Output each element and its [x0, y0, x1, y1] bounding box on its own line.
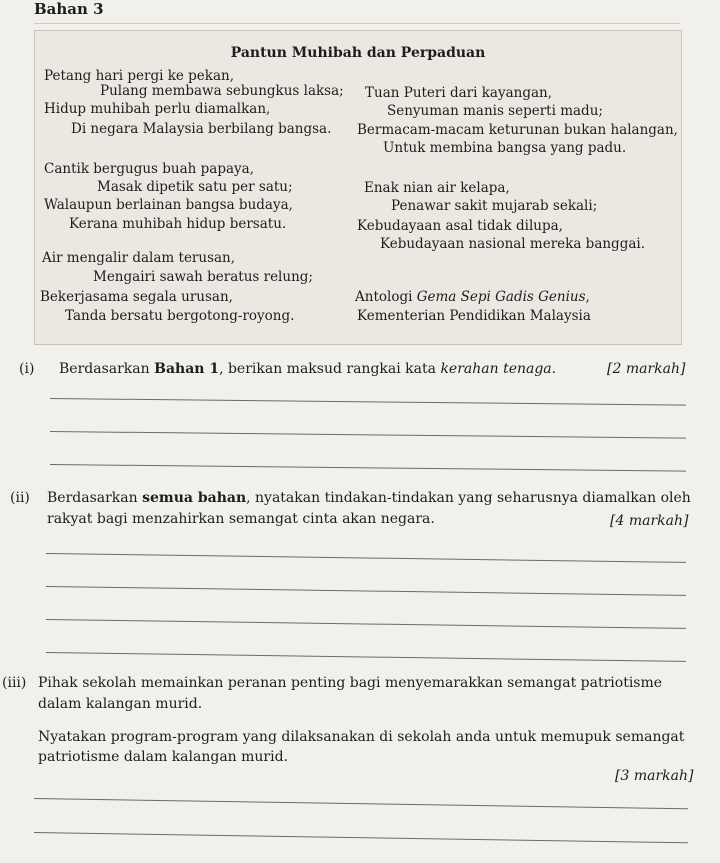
- poem-line: Masak dipetik satu per satu;: [97, 179, 293, 195]
- question-text-part: , berikan maksud rangkai kata: [219, 361, 441, 377]
- poem-line: Bermacam-macam keturunan bukan halangan,: [357, 122, 678, 138]
- poem-line: Kebudayaan nasional mereka banggai.: [380, 236, 645, 252]
- poem-line: Tanda bersatu bergotong-royong.: [65, 308, 295, 324]
- poem-line: Kebudayaan asal tidak dilupa,: [357, 218, 563, 234]
- poem-title: Pantun Muhibah dan Perpaduan: [230, 45, 486, 61]
- source-title: Gema Sepi Gadis Genius: [416, 289, 586, 305]
- poem-line: Air mengalir dalam terusan,: [42, 250, 236, 266]
- answer-line[interactable]: [46, 652, 686, 662]
- question-text-bold: semua bahan: [142, 490, 247, 506]
- marks-label: [2 markah]: [607, 361, 686, 377]
- poem-line: Walaupun berlainan bangsa budaya,: [44, 197, 293, 213]
- answer-line[interactable]: [34, 832, 688, 843]
- marks-label: [3 markah]: [615, 768, 694, 784]
- question-text: Pihak sekolah memainkan peranan penting bagi menyemarakkan semangat patriotisme: [38, 675, 663, 691]
- question-text: rakyat bagi menzahirkan semangat cinta akan negara.: [47, 511, 435, 527]
- source-prefix: Antologi: [355, 289, 417, 305]
- answer-line[interactable]: [46, 619, 686, 629]
- poem-line: Bekerjasama segala urusan,: [40, 289, 233, 305]
- poem-box: [34, 30, 682, 345]
- question-text-part: Berdasarkan: [47, 490, 143, 506]
- source-suffix: ,: [585, 289, 590, 305]
- poem-line: Mengairi sawah beratus relung;: [93, 269, 313, 285]
- answer-line[interactable]: [50, 464, 686, 472]
- poem-line: Di negara Malaysia berbilang bangsa.: [71, 121, 332, 137]
- poem-line: Penawar sakit mujarab sekali;: [391, 198, 598, 214]
- poem-line: Petang hari pergi ke pekan,: [44, 68, 235, 84]
- question-text: [47, 490, 691, 506]
- question-text: Nyatakan program-program yang dilaksanakan di sekolah anda untuk memupuk semangat: [38, 729, 685, 745]
- answer-line[interactable]: [50, 398, 686, 406]
- poem-line: Enak nian air kelapa,: [364, 180, 510, 196]
- answer-line[interactable]: [46, 586, 686, 596]
- poem-line: Senyuman manis seperti madu;: [387, 103, 603, 119]
- poem-line: Hidup muhibah perlu diamalkan,: [44, 101, 271, 117]
- marks-label: [4 markah]: [610, 513, 689, 529]
- source-publisher: Kementerian Pendidikan Malaysia: [357, 308, 591, 324]
- answer-line[interactable]: [34, 798, 688, 809]
- question-text-part: Berdasarkan: [59, 361, 155, 377]
- question-text: [59, 361, 556, 377]
- poem-line: Untuk membina bangsa yang padu.: [383, 140, 627, 156]
- question-text-part: , nyatakan tindakan-tindakan yang seharusnya diamalkan oleh: [246, 490, 691, 506]
- question-text: patriotisme dalam kalangan murid.: [38, 749, 289, 765]
- poem-line: Tuan Puteri dari kayangan,: [365, 85, 553, 101]
- question-text: dalam kalangan murid.: [38, 696, 203, 712]
- question-number: (iii): [2, 675, 27, 691]
- poem-line: Kerana muhibah hidup bersatu.: [69, 216, 287, 232]
- section-heading: Bahan 3: [34, 0, 104, 18]
- question-text-bold: Bahan 1: [154, 361, 220, 377]
- answer-line[interactable]: [46, 553, 686, 563]
- header-divider: [34, 23, 680, 24]
- question-text-italic: kerahan tenaga.: [440, 361, 557, 377]
- poem-line: Cantik bergugus buah papaya,: [44, 161, 254, 177]
- source-citation: [355, 289, 590, 305]
- poem-line: Pulang membawa sebungkus laksa;: [100, 83, 344, 99]
- answer-line[interactable]: [50, 431, 686, 439]
- question-number: (ii): [10, 490, 30, 506]
- question-number: (i): [19, 361, 35, 377]
